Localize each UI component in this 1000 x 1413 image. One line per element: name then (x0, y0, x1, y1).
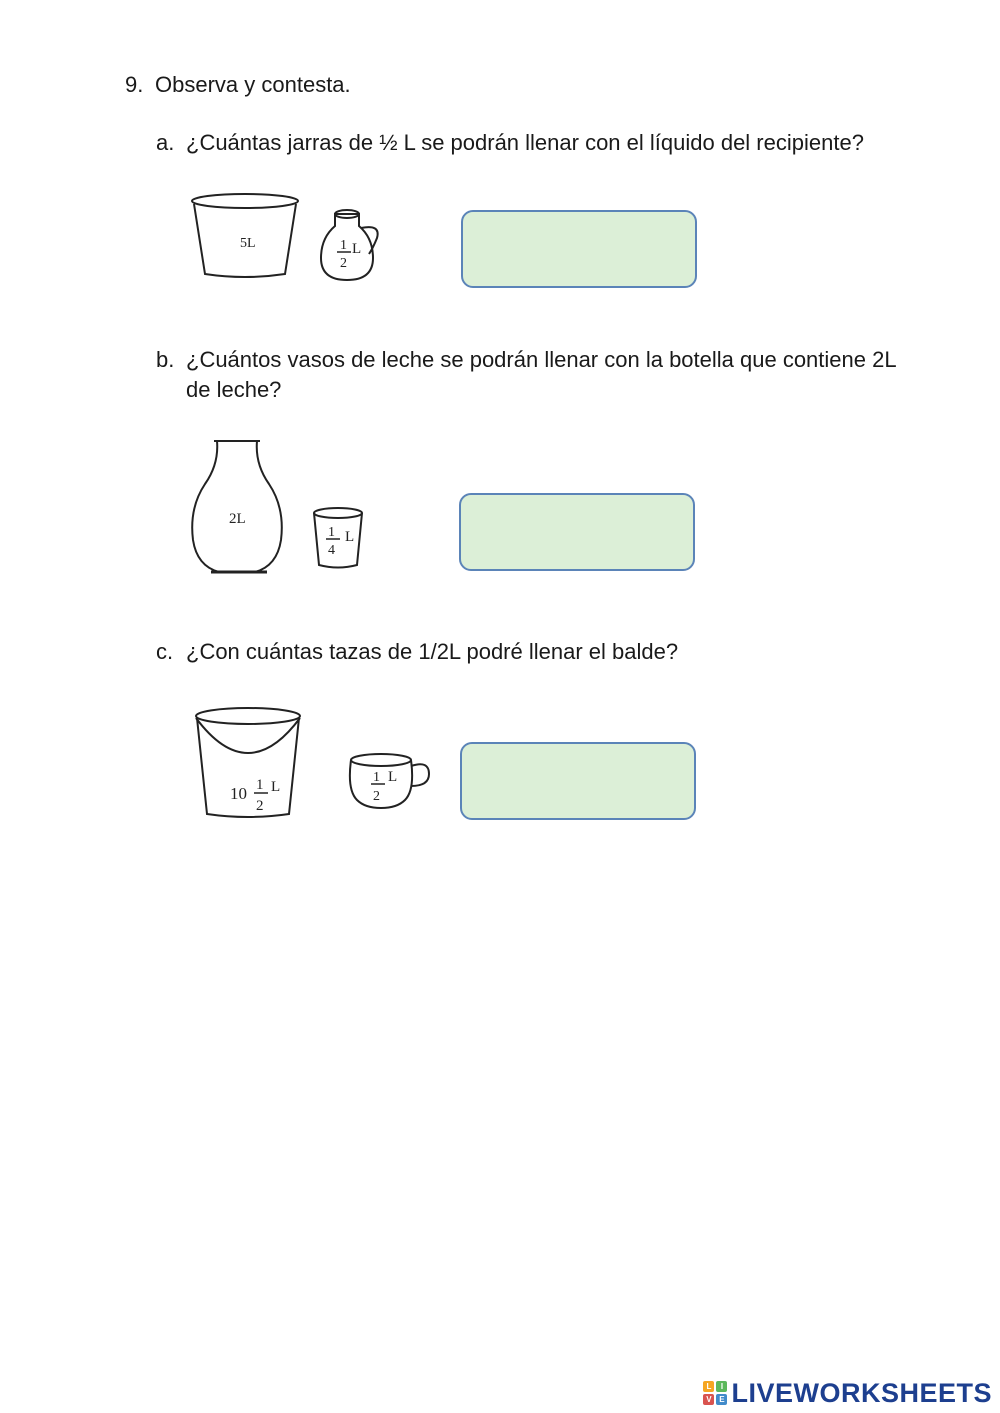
bucket-whole: 10 (230, 784, 247, 803)
bucket-icon (196, 708, 300, 817)
bucket-unit: L (271, 779, 281, 795)
item-b (156, 345, 916, 405)
recipient-label: 5L (240, 236, 256, 251)
jug-unit: L (352, 241, 362, 257)
item-a-text: ¿Cuántas jarras de ½ L se podrán llenar con el líquido del recipiente? (186, 130, 864, 155)
glass-icon (314, 508, 362, 568)
item-a-label: a. (156, 130, 175, 155)
glass-num: 1 (328, 525, 335, 540)
glass-unit: L (345, 529, 355, 545)
cup-num: 1 (373, 770, 380, 785)
answer-box-a[interactable] (461, 210, 697, 288)
jug-num: 1 (340, 238, 347, 253)
logo-text: LIVEWORKSHEETS (731, 1377, 992, 1408)
question-number: 9. (125, 72, 144, 97)
glass-den: 4 (328, 543, 335, 558)
answer-box-b[interactable] (459, 493, 695, 571)
item-b-label: b. (156, 347, 175, 372)
item-c-text: ¿Con cuántas tazas de 1/2L podré llenar el balde? (186, 639, 679, 664)
question-text: Observa y contesta. (155, 72, 351, 97)
answer-box-c[interactable] (460, 742, 696, 820)
bucket-den: 2 (256, 798, 264, 814)
jug-den: 2 (340, 256, 347, 271)
question-title (125, 72, 351, 98)
liveworksheets-logo (703, 1378, 992, 1408)
cup-icon (350, 754, 429, 808)
item-c-illustration (185, 700, 440, 825)
item-b-text: ¿Cuántos vasos de leche se podrán llenar con la botella que contiene 2L de leche? (186, 347, 896, 402)
item-a (156, 128, 916, 158)
bottle-label: 2L (229, 511, 246, 527)
item-b-illustration (185, 436, 370, 578)
cup-den: 2 (373, 789, 380, 804)
item-a-illustration (185, 188, 390, 288)
bottle-icon (192, 441, 282, 572)
item-c (156, 637, 916, 667)
cup-unit: L (388, 769, 398, 785)
bucket-num: 1 (256, 777, 264, 793)
jug-icon (321, 210, 378, 280)
logo-mark-icon: L I V E (703, 1381, 727, 1405)
item-c-label: c. (156, 639, 174, 664)
recipient-icon (192, 194, 298, 277)
